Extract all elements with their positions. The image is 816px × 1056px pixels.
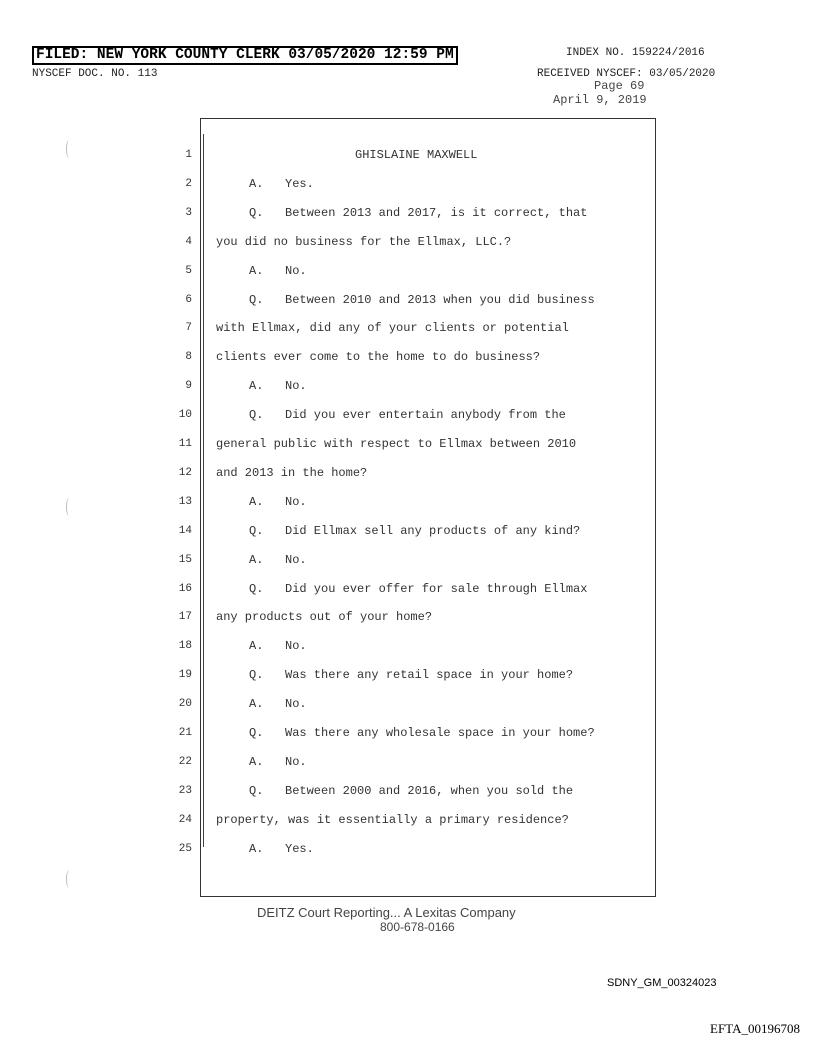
line-number: 24 <box>178 813 192 826</box>
scan-mark <box>66 870 72 888</box>
line-number: 16 <box>178 582 192 595</box>
transcript-line-text: Q. Did you ever entertain anybody from the <box>249 408 566 423</box>
transcript-line-text: Q. Was there any retail space in your home? <box>249 668 574 683</box>
transcript-line-text: property, was it essentially a primary residence? <box>216 812 569 827</box>
transcript-line-text: A. No. <box>249 379 307 394</box>
line-number: 18 <box>178 640 192 653</box>
line-number: 14 <box>178 524 192 537</box>
line-number: 10 <box>178 409 192 422</box>
line-number: 15 <box>178 553 192 566</box>
transcript-line-text: A. No. <box>249 697 307 712</box>
transcript-line-text: clients ever come to the home to do business? <box>216 350 541 365</box>
court-reporter: DEITZ Court Reporting... A Lexitas Company <box>257 905 516 920</box>
scan-mark <box>66 140 72 158</box>
line-number: 3 <box>185 206 192 219</box>
reporter-phone: 800-678-0166 <box>380 920 455 934</box>
transcript-line-text: Q. Was there any wholesale space in your home? <box>249 726 595 740</box>
scan-mark <box>66 498 72 516</box>
transcript-line-text: Q. Did Ellmax sell any products of any kind? <box>249 523 581 538</box>
index-number: INDEX NO. 159224/2016 <box>566 47 705 59</box>
line-number: 19 <box>178 669 192 682</box>
line-number: 4 <box>185 235 192 248</box>
efta-number: EFTA_00196708 <box>710 1021 800 1036</box>
transcript-line-text: any products out of your home? <box>216 610 433 625</box>
line-number: 21 <box>178 727 192 739</box>
filed-banner: FILED: NEW YORK COUNTY CLERK 03/05/2020 12:59 PM <box>32 46 458 65</box>
page-number: Page 69 <box>594 79 645 93</box>
line-number: 8 <box>185 351 192 364</box>
line-number: 9 <box>185 380 192 393</box>
line-number: 11 <box>178 438 192 450</box>
received-date: RECEIVED NYSCEF: 03/05/2020 <box>537 68 716 80</box>
transcript-line-text: A. Yes. <box>249 176 314 191</box>
transcript-line-text: general public with respect to Ellmax between 2010 <box>216 437 577 451</box>
transcript-line-text: Q. Between 2000 and 2016, when you sold the <box>249 783 574 798</box>
line-number: 12 <box>178 466 192 479</box>
transcript-line-text: Q. Between 2010 and 2013 when you did business <box>249 292 595 307</box>
deposition-date: April 9, 2019 <box>553 93 647 107</box>
line-number: 22 <box>178 755 192 768</box>
transcript-line-text: A. No. <box>249 263 307 278</box>
transcript-line-text: A. No. <box>249 639 307 654</box>
line-number: 25 <box>178 842 192 855</box>
line-number: 1 <box>185 149 192 161</box>
transcript-line-text: Q. Between 2013 and 2017, is it correct, that <box>249 205 588 220</box>
line-number: 6 <box>185 293 192 306</box>
transcript-line-text: A. No. <box>249 494 307 509</box>
line-number: 13 <box>178 495 192 508</box>
transcript-line-text: GHISLAINE MAXWELL <box>355 148 478 162</box>
line-number: 7 <box>185 322 192 335</box>
line-number: 17 <box>178 611 192 624</box>
line-number-rule <box>203 134 204 847</box>
transcript-line-text: A. No. <box>249 754 307 769</box>
transcript-line-text: A. No. <box>249 552 307 567</box>
transcript-line-text: A. Yes. <box>249 841 314 856</box>
transcript-line-text: Q. Did you ever offer for sale through Ellmax <box>249 581 588 596</box>
line-number: 23 <box>178 784 192 797</box>
nyscef-doc-number: NYSCEF DOC. NO. 113 <box>32 68 158 80</box>
bates-number: SDNY_GM_00324023 <box>607 977 717 989</box>
line-number: 2 <box>185 177 192 190</box>
transcript-line-text: and 2013 in the home? <box>216 465 368 480</box>
line-number: 5 <box>185 264 192 277</box>
line-number: 20 <box>178 698 192 711</box>
transcript-line-text: with Ellmax, did any of your clients or potential <box>216 321 569 336</box>
transcript-line-text: you did no business for the Ellmax, LLC.? <box>216 234 512 249</box>
